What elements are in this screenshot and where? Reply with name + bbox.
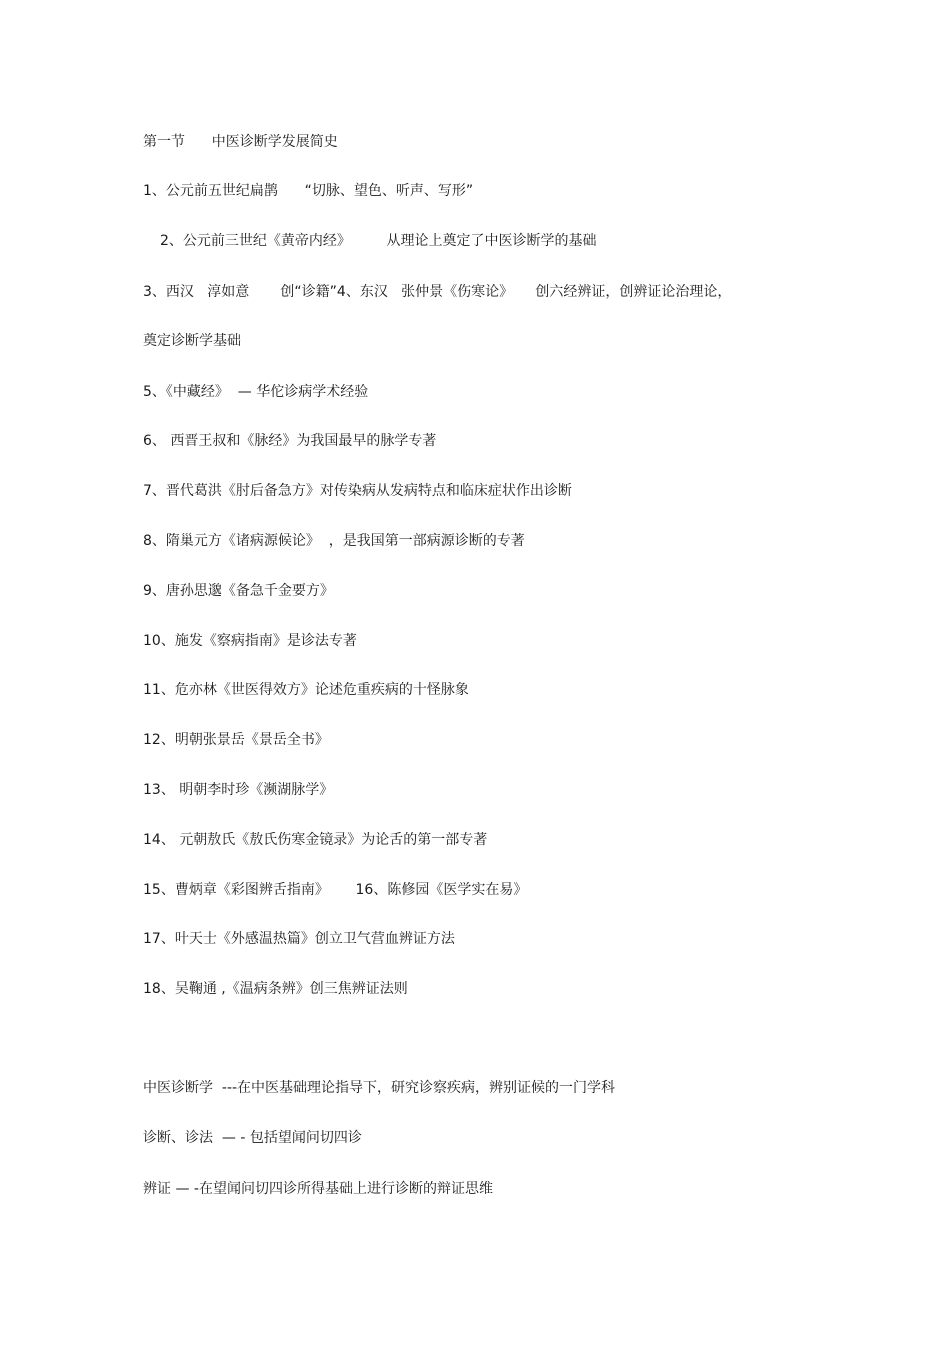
history-item-12: 12、明朝张景岳《景岳全书》 — [143, 732, 329, 748]
history-item-15-16: 15、曹炳章《彩图辨舌指南》 16、陈修园《医学实在易》 — [143, 882, 528, 898]
history-item-4-continued: 奠定诊断学基础 — [143, 333, 241, 349]
history-item-18: 18、吴鞠通 ,《温病条辨》创三焦辨证法则 — [143, 981, 408, 997]
history-item-5: 5、《中藏经》 — 华佗诊病学术经验 — [143, 384, 369, 400]
history-item-1: 1、公元前五世纪扁鹊 “切脉、望色、听声、写形” — [143, 183, 474, 199]
history-item-3-4: 3、西汉 淳如意 创“诊籍”4、东汉 张仲景《伤寒论》 创六经辨证，创辨证论治理论， — [143, 284, 732, 300]
definition-syndrome-differentiation: 辨证 — -在望闻问切四诊所得基础上进行诊断的辩证思维 — [143, 1181, 493, 1197]
history-item-2: 2、公元前三世纪《黄帝内经》 从理论上奠定了中医诊断学的基础 — [160, 233, 597, 249]
history-item-9: 9、唐孙思邈《备急千金要方》 — [143, 583, 334, 599]
history-item-14: 14、 元朝敖氏《敖氏伤寒金镜录》为论舌的第一部专著 — [143, 832, 488, 848]
history-item-11: 11、危亦林《世医得效方》论述危重疾病的十怪脉象 — [143, 682, 469, 698]
history-item-8: 8、隋巢元方《诸病源候论》 ，是我国第一部病源诊断的专著 — [143, 533, 525, 549]
section-title: 第一节 中医诊断学发展简史 — [143, 134, 338, 150]
history-item-10: 10、施发《察病指南》是诊法专著 — [143, 633, 357, 649]
definition-diagnostics: 中医诊断学 ---在中医基础理论指导下，研究诊察疾病，辨别证候的一门学科 — [143, 1080, 616, 1096]
history-item-6: 6、 西晋王叔和《脉经》为我国最早的脉学专著 — [143, 433, 437, 449]
history-item-13: 13、 明朝李时珍《濒湖脉学》 — [143, 782, 334, 798]
history-item-7: 7、晋代葛洪《肘后备急方》对传染病从发病特点和临床症状作出诊断 — [143, 483, 572, 499]
history-item-17: 17、叶天士《外感温热篇》创立卫气营血辨证方法 — [143, 931, 455, 947]
definition-diagnosis-methods: 诊断、诊法 — - 包括望闻问切四诊 — [143, 1130, 362, 1146]
